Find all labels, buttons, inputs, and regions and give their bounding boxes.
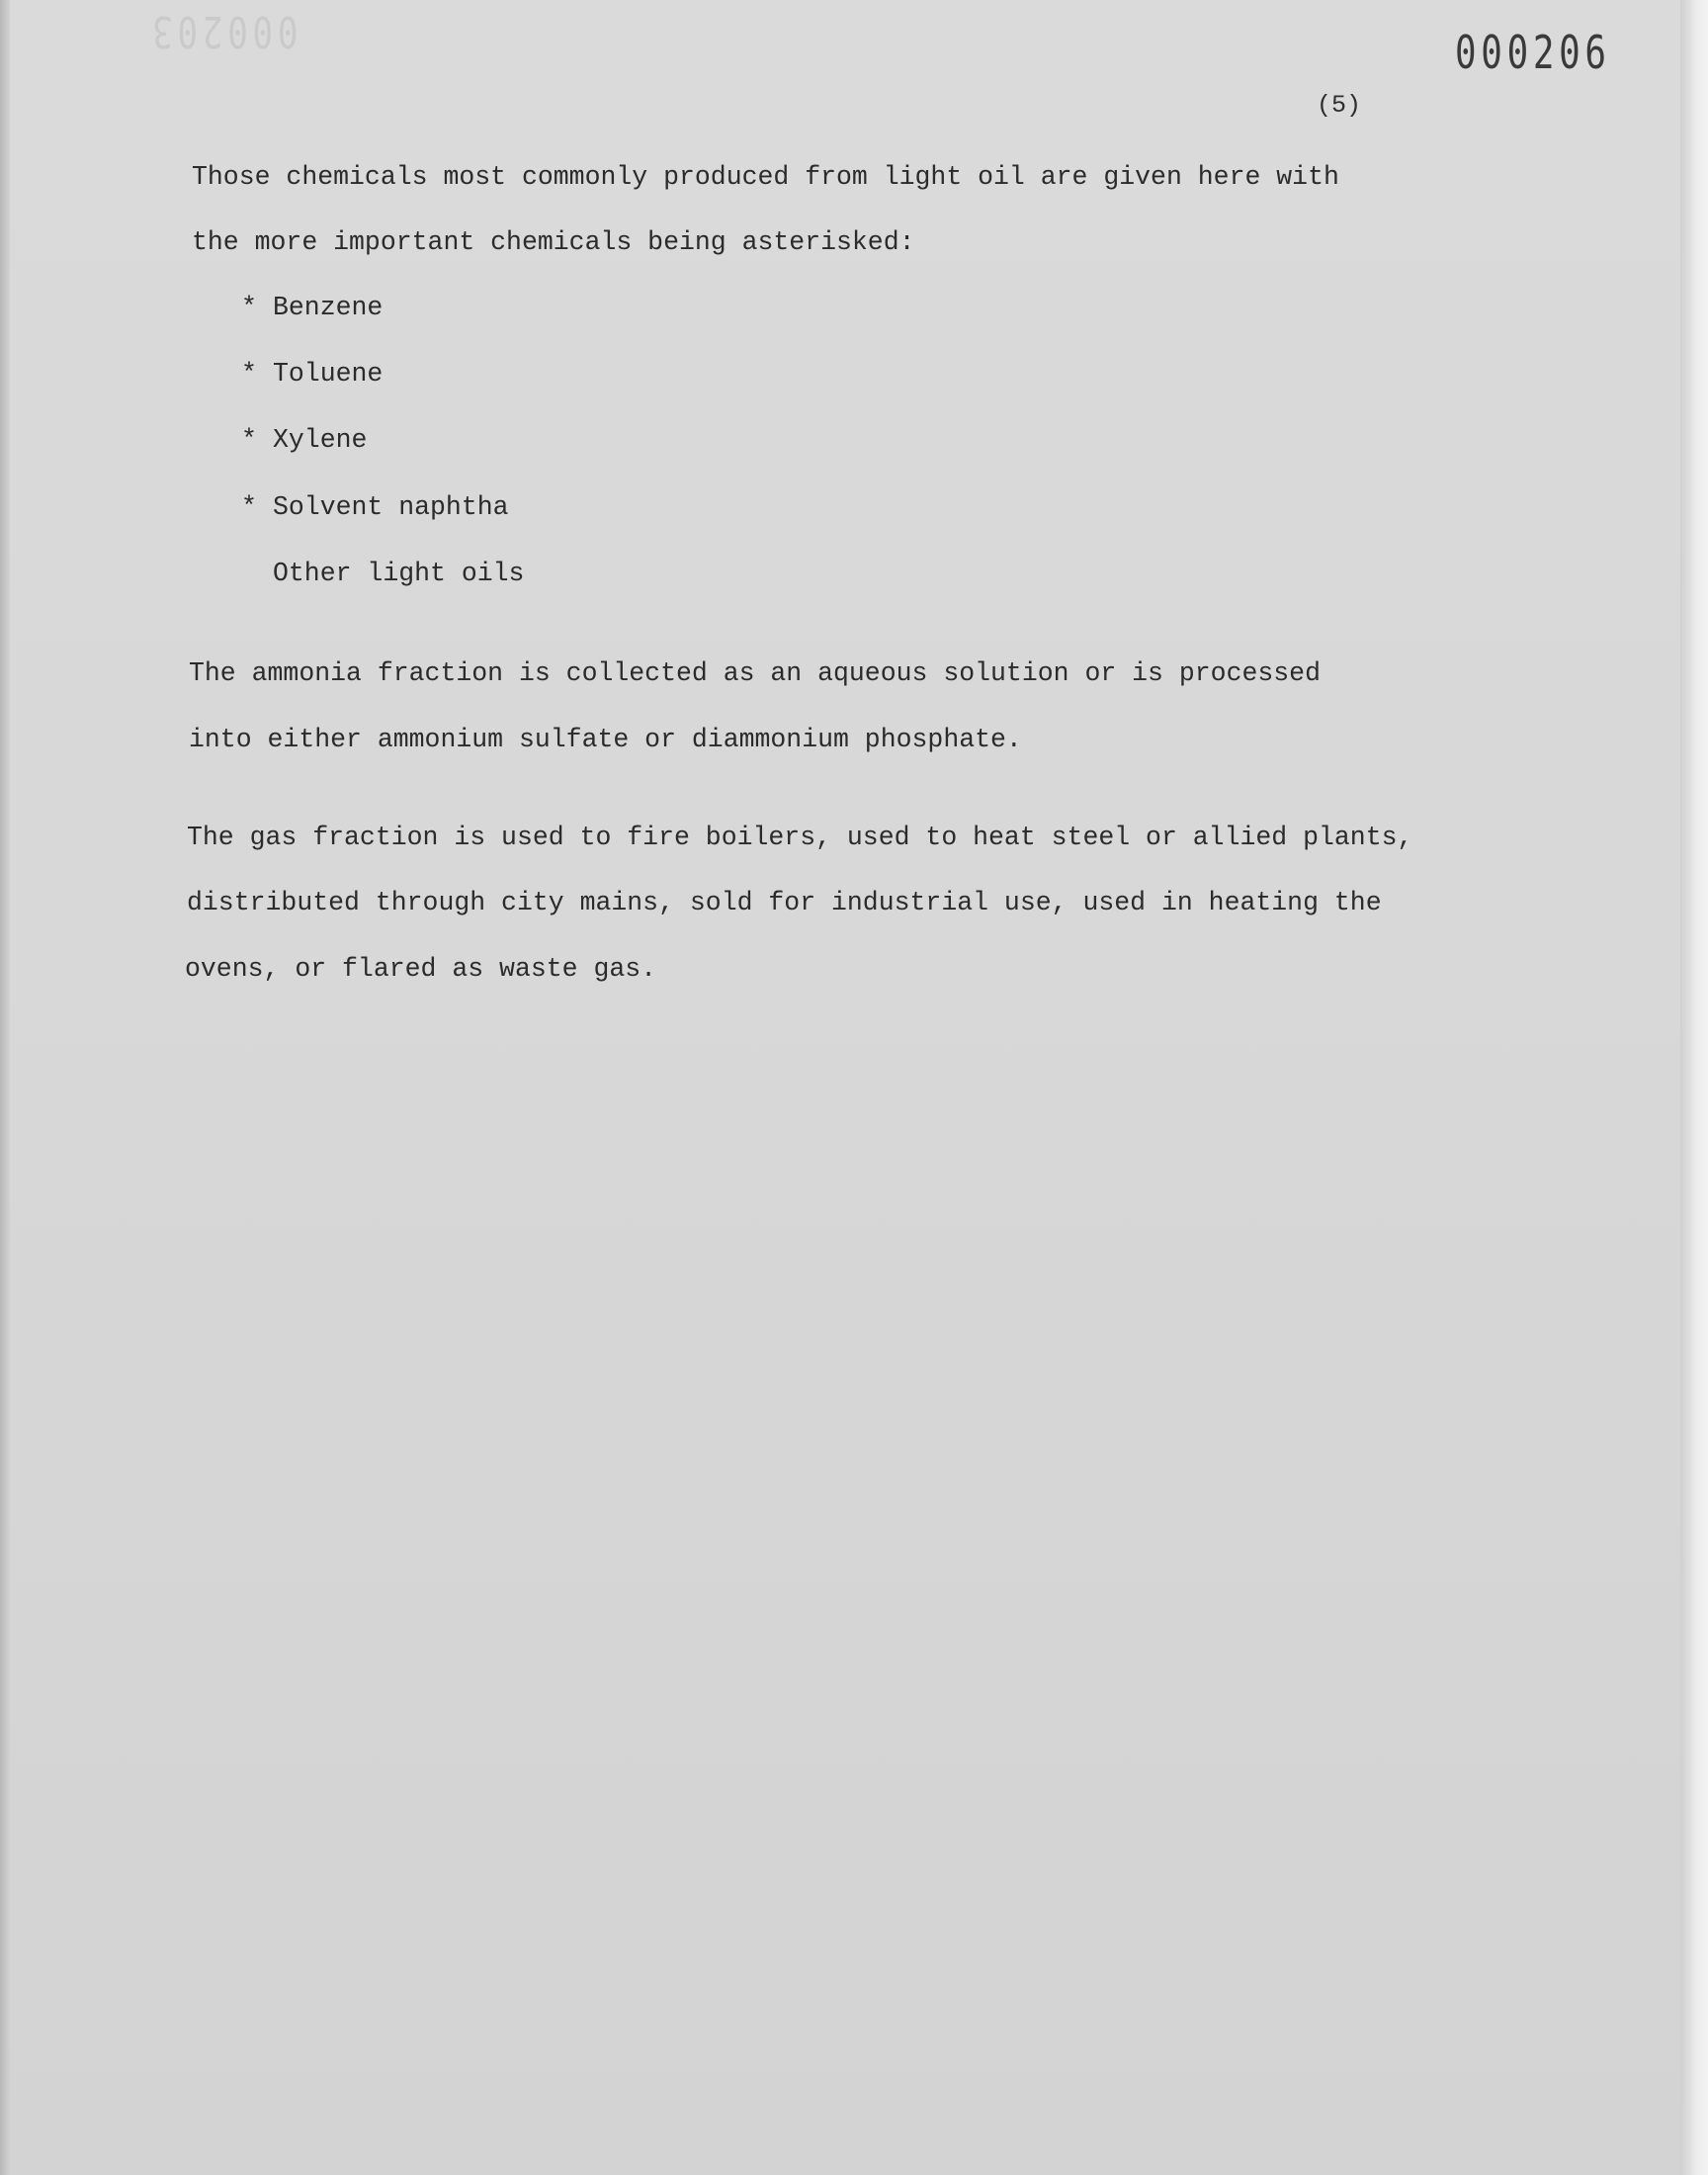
chemical-name: Other light oils (273, 559, 525, 588)
list-item (241, 492, 509, 522)
asterisk-marker: * (241, 425, 257, 455)
asterisk-marker: * (241, 492, 257, 522)
list-item (241, 425, 367, 455)
chemical-name: Toluene (273, 359, 384, 389)
paragraph3-line-1: The gas fraction is used to fire boilers, used to heat steel or allied plants, (187, 823, 1413, 852)
list-item (241, 293, 383, 322)
paragraph2-line-2: into either ammonium sulfate or diammonium phosphate. (189, 725, 1022, 754)
paragraph2-line-1: The ammonia fraction is collected as an aqueous solution or is processed (189, 658, 1321, 688)
list-item (241, 359, 383, 389)
page-number: (5) (1317, 91, 1362, 120)
chemical-name: Xylene (273, 425, 368, 455)
paragraph1-line-1: Those chemicals most commonly produced from light oil are given here with (192, 162, 1339, 192)
page-left-edge (0, 0, 10, 2175)
paragraph3-line-2: distributed through city mains, sold for industrial use, used in heating the (187, 888, 1382, 917)
chemical-name: Benzene (273, 293, 384, 322)
asterisk-marker: * (241, 359, 257, 389)
chemical-name: Solvent naphtha (273, 492, 509, 522)
asterisk-marker: * (241, 293, 257, 322)
paragraph1-line-2: the more important chemicals being asterisked: (192, 227, 915, 257)
bleed-through-stamp: 000203 (147, 6, 299, 56)
paragraph3-line-3: ovens, or flared as waste gas. (185, 954, 657, 984)
document-stamp-number: 000206 (1455, 26, 1611, 79)
scan-right-margin (1680, 0, 1708, 2175)
list-item (241, 559, 524, 588)
